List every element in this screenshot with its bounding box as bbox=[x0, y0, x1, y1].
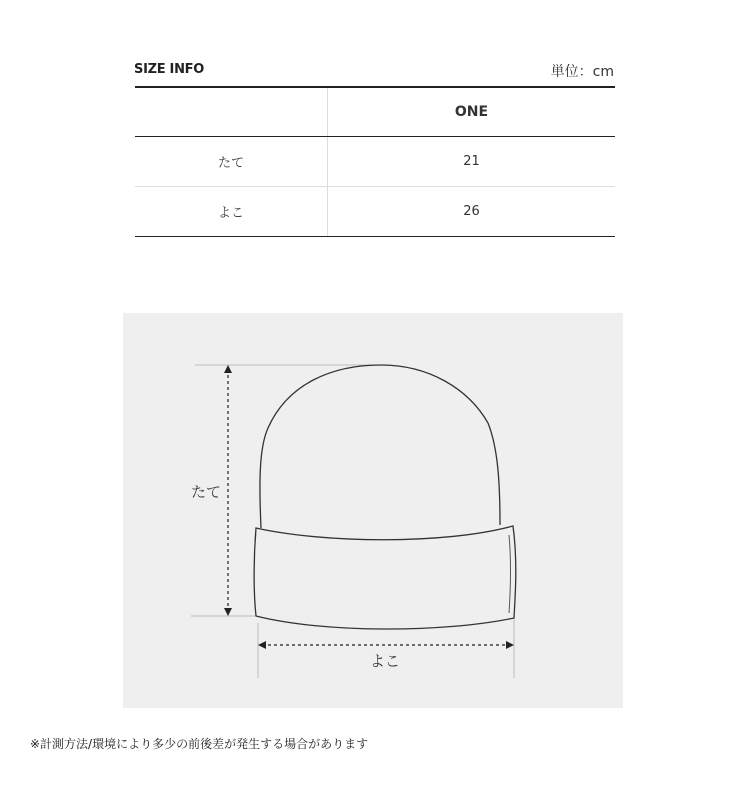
header-empty-cell bbox=[135, 87, 328, 137]
beanie-cuff bbox=[254, 526, 516, 629]
row-value-tate: 21 bbox=[328, 137, 616, 187]
beanie-crown bbox=[260, 365, 500, 528]
table-row bbox=[135, 137, 615, 187]
header-one: ONE bbox=[328, 87, 616, 137]
measurement-note: ※計測方法/環境により多少の前後差が発生する場合があります bbox=[30, 737, 369, 751]
beanie-diagram bbox=[123, 313, 623, 708]
height-label: たて bbox=[191, 483, 222, 501]
width-arrow-left bbox=[258, 641, 266, 649]
width-label: よこ bbox=[370, 652, 401, 670]
table-row bbox=[135, 187, 615, 237]
height-arrow-top bbox=[224, 365, 232, 373]
height-arrow-bottom bbox=[224, 608, 232, 616]
size-table bbox=[135, 86, 615, 237]
row-label-tate: たて bbox=[135, 137, 328, 187]
beanie-illustration bbox=[123, 313, 623, 708]
row-value-yoko: 26 bbox=[328, 187, 616, 237]
size-info-title: SIZE INFO bbox=[134, 62, 204, 77]
unit-label: 単位：cm bbox=[550, 64, 614, 80]
width-arrow-right bbox=[506, 641, 514, 649]
table-header-row bbox=[135, 87, 615, 137]
row-label-yoko: よこ bbox=[135, 187, 328, 237]
